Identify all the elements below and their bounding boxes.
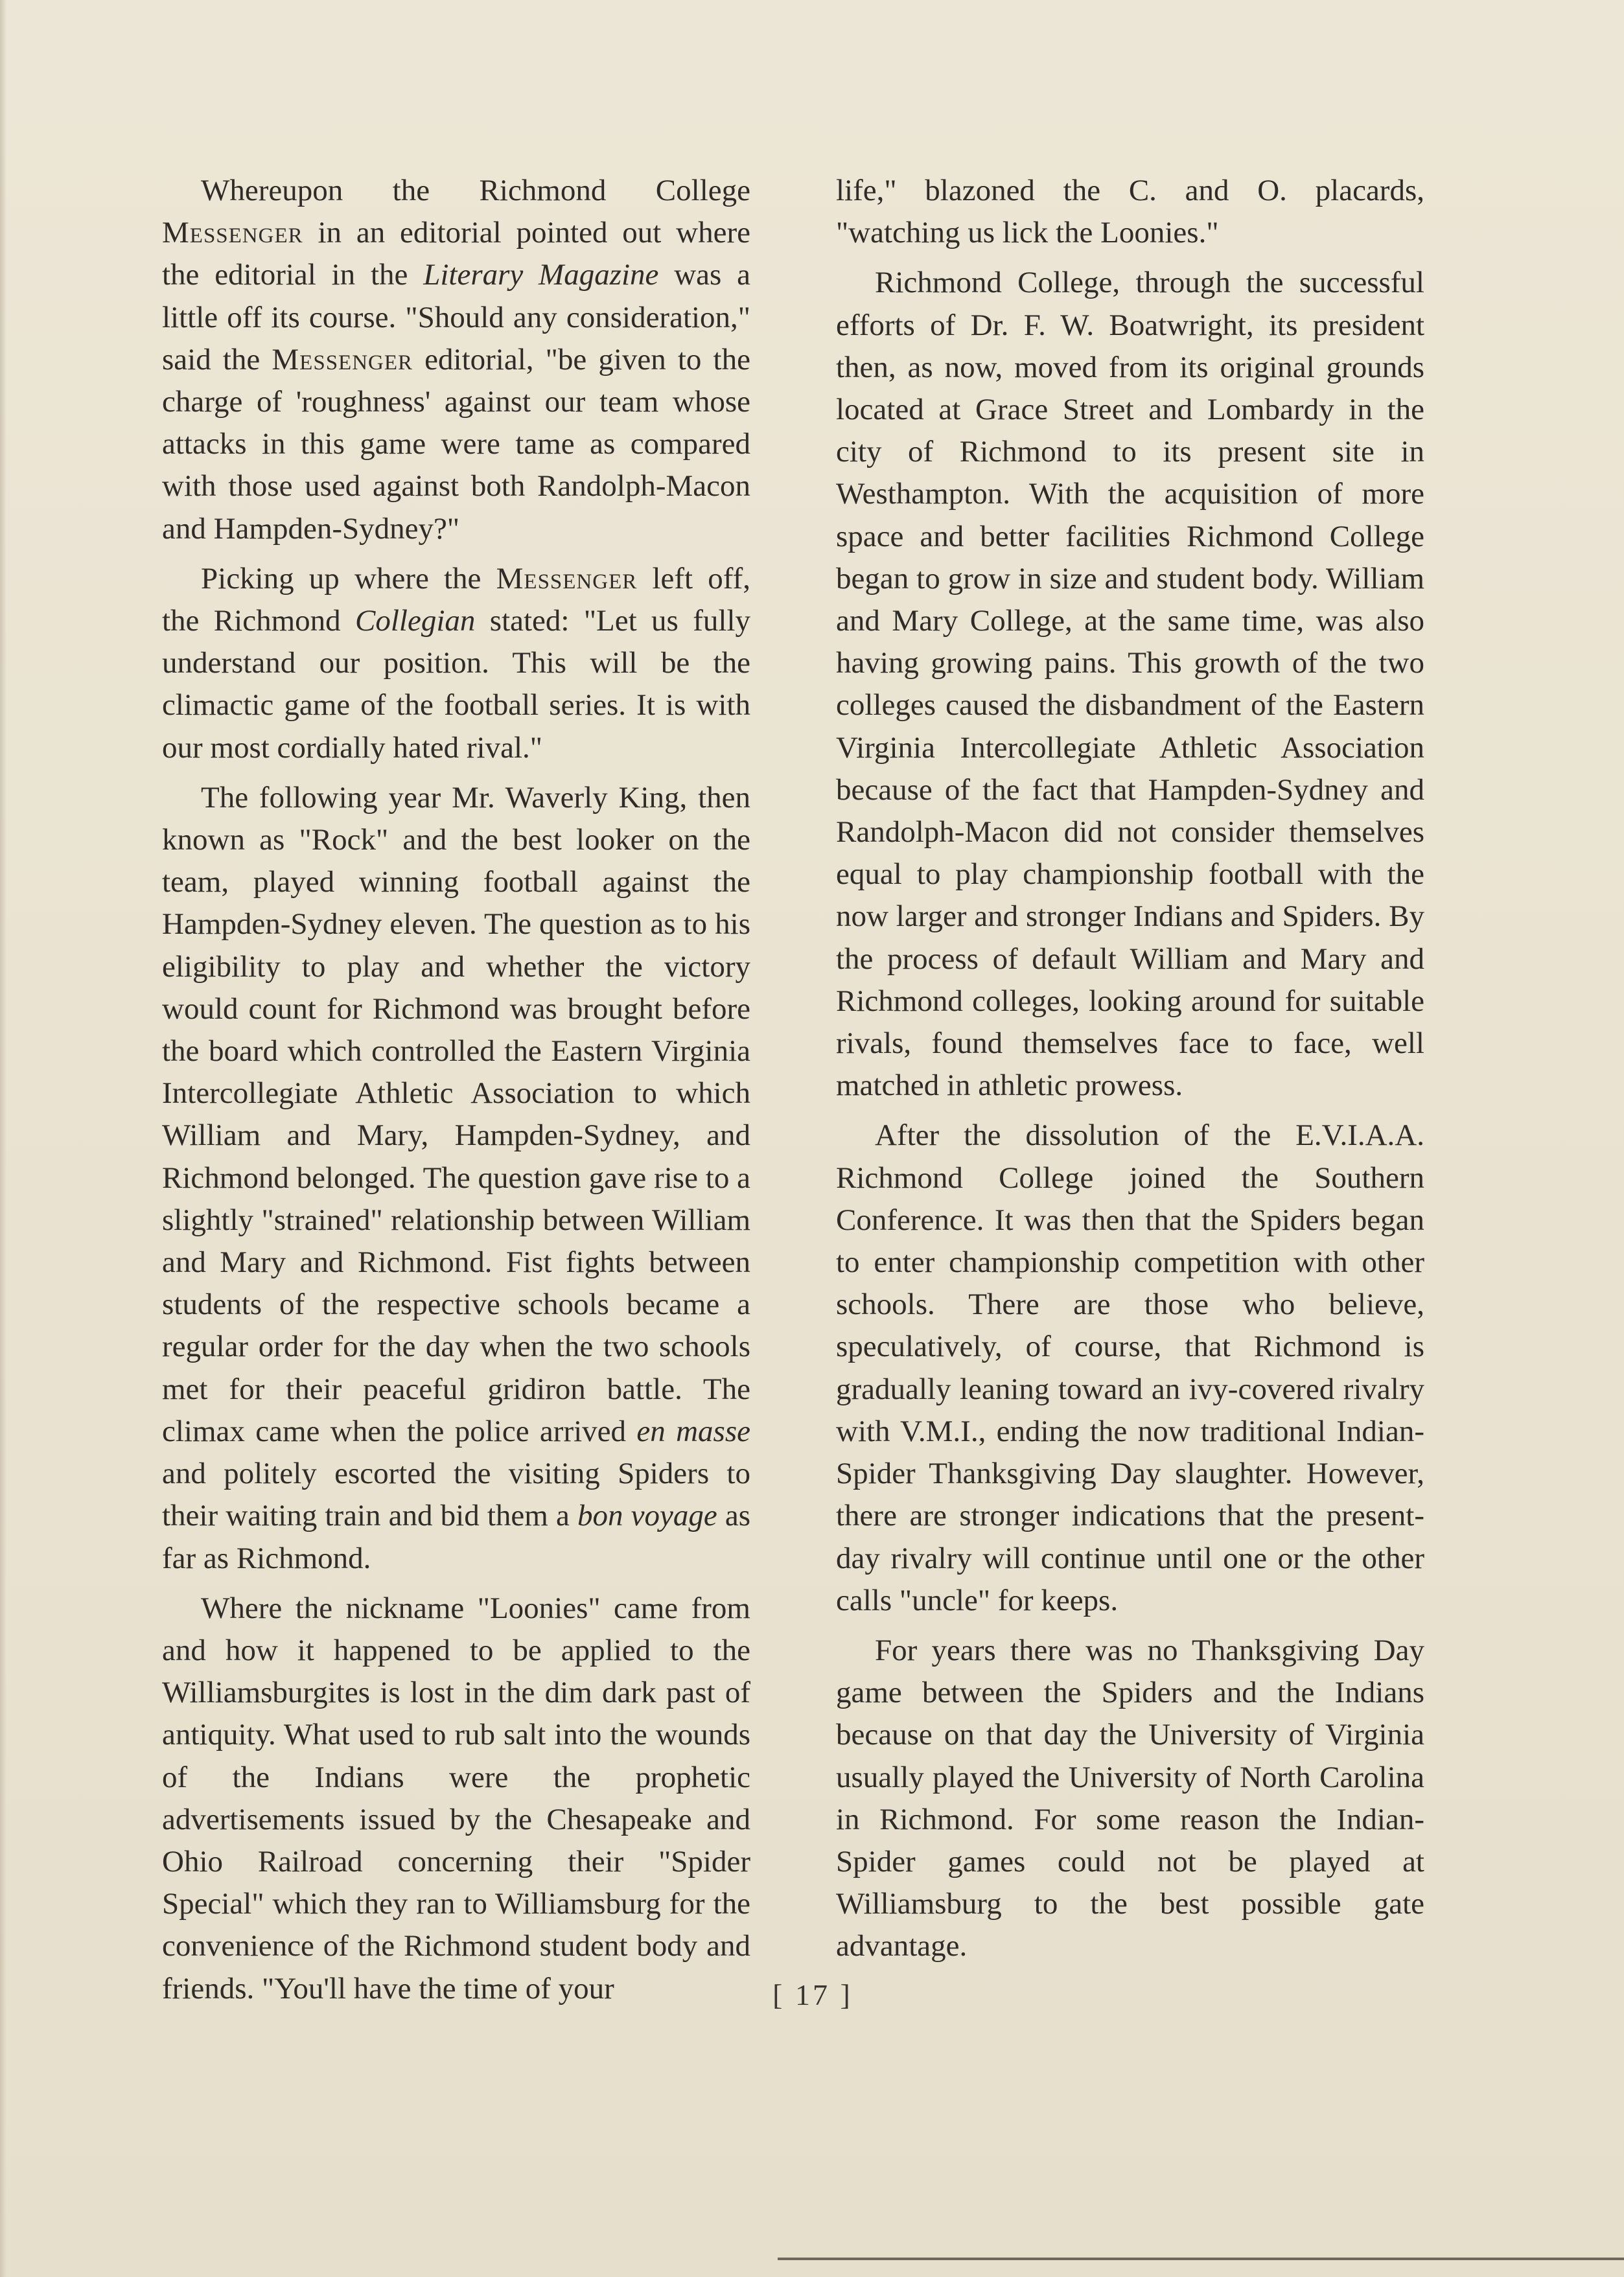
- bottom-edge-rule: [778, 2258, 1624, 2260]
- text-run: Picking up where the: [201, 561, 496, 595]
- paragraph-collegian: [162, 558, 750, 769]
- paragraph-southern-conference: After the dissolution of the E.V.I.A.A. Richmond College joined the Southern Conference. It was then that the Spiders began to enter championship competition with other schools. There are those who believe, speculatively, of course, that Richmond is gradually leaning toward an ivy-covered rivalry with V.M.I., ending the now traditional Indian-Spider Thanksgiving Day slaughter. However, there are stronger indications that the present-day rivalry will continue until one or the other calls "uncle" for keeps.: [836, 1118, 1424, 1617]
- text-run: The following year Mr. Waverly King, then known as "Rock" and the best looker on the team, played winning football against the Hampden-Sydney eleven. The question as to his eligibility to play and whether the victory would count for Richmond was brought before the board which controlled the Eastern Virginia Intercollegiate Athletic Association to which William and Mary, Hampden-Sydney, and Richmond belonged. The question gave rise to a slightly "strained" relationship between William and Mary and Richmond. Fist fights between students of the respective schools became a regular order for the day when the two schools met for their peaceful gridiron battle. The climax came when the police arrived: [162, 780, 750, 1448]
- publication-name-messenger: Messenger: [496, 561, 638, 595]
- italic-phrase: bon voyage: [577, 1499, 717, 1533]
- publication-name-messenger: Messenger: [162, 216, 303, 250]
- text-run: stated: "Let us fully understand our position. This will be the climactic game of the football series. It is with our most cordially hated rival.": [162, 604, 750, 765]
- page-edge-shadow: [0, 0, 6, 2277]
- text-run: Whereupon the Richmond College: [201, 174, 750, 207]
- text-run: was a little off its course. "Should any consideration," said the: [162, 258, 750, 376]
- paragraph-continued: life," blazoned the C. and O. placards, "watching us lick the Loonies.": [836, 174, 1424, 250]
- paragraph-waverly-king: [162, 777, 750, 1580]
- publication-name-messenger: Messenger: [272, 342, 413, 376]
- text-run: in an editorial pointed out where the editorial in the: [162, 216, 750, 292]
- publication-name-literary-magazine: Literary Magazine: [423, 258, 659, 292]
- paragraph-loonies: Where the nickname "Loonies" came from and how it happened to be applied to the Williamsburgites is lost in the dim dark past of antiquity. What used to rub salt into the wounds of the Indians were the prophetic advertisements issued by the Chesapeake and Ohio Railroad concerning their "Spider Special" which they ran to Williamsburg for the convenience of the Richmond student body and friends. "You'll have the time of your: [162, 1591, 750, 2005]
- text-run: and politely escorted the visiting Spiders to their waiting train and bid them a: [162, 1457, 750, 1533]
- paragraph-messenger-editorial: [162, 170, 750, 550]
- publication-name-collegian: Collegian: [355, 604, 476, 638]
- left-column: [162, 170, 750, 2018]
- text-run: editorial, "be given to the charge of 'roughness' against our team whose attacks in this game were tame as compared with those used against both Randolph-Macon and Hampden-Sydney?": [162, 342, 750, 546]
- page-number: [ 17 ]: [772, 1978, 853, 2011]
- italic-phrase: en masse: [636, 1414, 751, 1448]
- text-run: left off, the Richmond: [162, 561, 750, 638]
- text-run: as far as Richmond.: [162, 1499, 750, 1575]
- paragraph-boatwright: Richmond College, through the successful efforts of Dr. F. W. Boatwright, its president then, as now, moved from its original grounds located at Grace Street and Lombardy in the city of Richmond to its present site in Westhampton. With the acquisition of more space and better facilities Richmond College began to grow in size and student body. William and Mary College, at the same time, was also having growing pains. This growth of the two colleges caused the disbandment of the Eastern Virginia Intercollegiate Athletic Association because of the fact that Hampden-Sydney and Randolph-Macon did not consider themselves equal to play championship football with the now larger and stronger Indians and Spiders. By the process of default William and Mary and Richmond colleges, looking around for suitable rivals, found themselves face to face, well matched in athletic prowess.: [836, 266, 1424, 1103]
- right-column: [836, 170, 1424, 1976]
- paragraph-thanksgiving: For years there was no Thanksgiving Day game between the Spiders and the Indians because on that day the University of Virginia usually played the University of North Carolina in Richmond. For some reason the Indian-Spider games could not be played at Williamsburg to the best possible gate advantage.: [836, 1633, 1424, 1963]
